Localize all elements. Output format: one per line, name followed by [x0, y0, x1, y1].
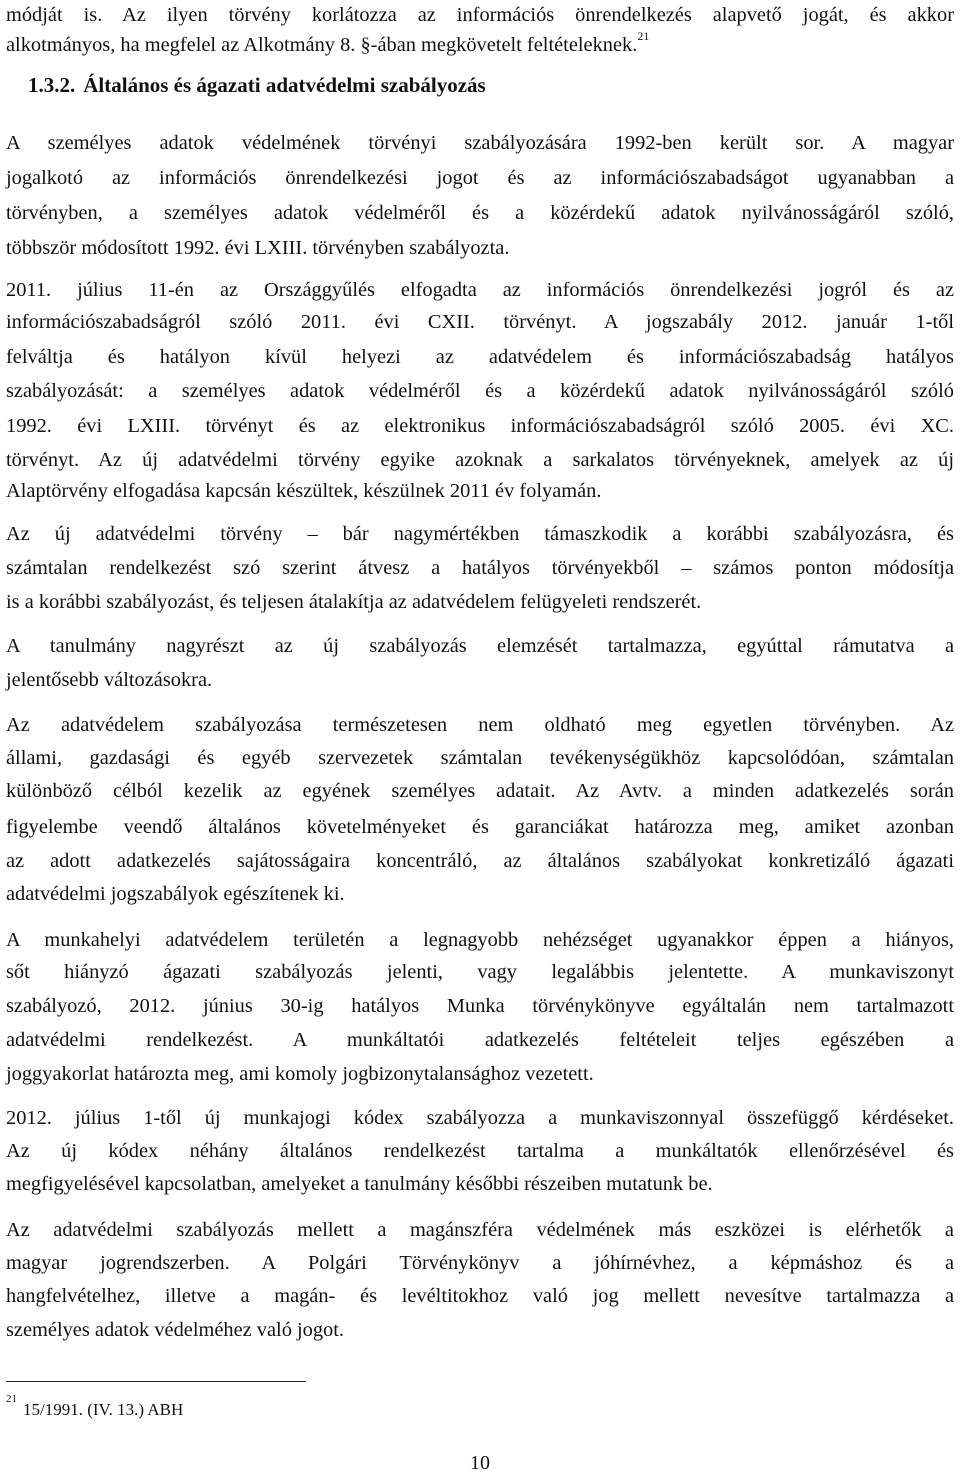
paragraph-line: 1992. évi LXIII. törvényt és az elektronikus információszabadságról szóló 2005. évi XC.	[6, 415, 954, 437]
paragraph-line: Az adatvédelem szabályozása természetesen nem oldható meg egyetlen törvényben. Az	[6, 714, 954, 736]
footnote-reference[interactable]: 21	[637, 29, 650, 44]
paragraph-line: törvényben, a személyes adatok védelméről és a közérdekű adatok nyilvánosságáról szóló,	[6, 202, 954, 224]
paragraph-line: adatvédelmi jogszabályok egészítenek ki.	[6, 883, 345, 905]
intro-line-with-footnote	[6, 30, 954, 60]
paragraph-line: A munkahelyi adatvédelem területén a legnagyobb nehézséget ugyanakkor éppen a hiányos,	[6, 929, 954, 951]
paragraph-line: Alaptörvény elfogadása kapcsán készültek, készülnek 2011 év folyamán.	[6, 480, 602, 502]
paragraph-line: az adott adatkezelés sajátosságaira koncentráló, az általános szabályokat konkretizáló ágazati	[6, 850, 954, 872]
section-title: Általános és ágazati adatvédelmi szabályozás	[83, 73, 486, 97]
paragraph-line: magyar jogrendszerben. A Polgári Törvénykönyv a jóhírnévhez, a képmáshoz és a	[6, 1252, 954, 1274]
paragraph-line: sőt hiányzó ágazati szabályozás jelenti, vagy legalábbis jelentette. A munkaviszonyt	[6, 961, 954, 983]
paragraph-line: Az új adatvédelmi törvény – bár nagymértékben támaszkodik a korábbi szabályozásra, és	[6, 523, 954, 545]
paragraph-line: 2011. július 11-én az Országgyűlés elfogadta az információs önrendelkezési jogról és az	[6, 279, 954, 301]
footnote	[6, 1393, 184, 1423]
paragraph-line: jogalkotó az információs önrendelkezési jogot és az információszabadságot ugyanabban a	[6, 167, 954, 189]
paragraph-line: különböző célból kezelik az egyének személyes adatait. Az Avtv. a minden adatkezelés során	[6, 780, 954, 802]
paragraph-line: jelentősebb változásokra.	[6, 669, 213, 691]
paragraph-line: A tanulmány nagyrészt az új szabályozás elemzését tartalmazza, egyúttal rámutatva a	[6, 635, 954, 657]
paragraph-line: szabályozását: a személyes adatok védelméről és a közérdekű adatok nyilvánosságáról szóló	[6, 380, 954, 402]
footnote-text: 15/1991. (IV. 13.) ABH	[23, 1400, 184, 1419]
paragraph-line: Az új kódex néhány általános rendelkezést tartalma a munkáltatók ellenőrzésével és	[6, 1140, 954, 1162]
footnote-number: 21	[6, 1393, 17, 1406]
section-number: 1.3.2.	[28, 73, 76, 97]
paragraph-line: szabályozó, 2012. június 30-ig hatályos Munka törvénykönyve egyáltalán nem tartalmazott	[6, 995, 954, 1017]
paragraph-line: információszabadságról szóló 2011. évi CXII. törvényt. A jogszabály 2012. január 1-től	[6, 311, 954, 333]
paragraph-line: megfigyelésével kapcsolatban, amelyeket a tanulmány későbbi részeiben mutatunk be.	[6, 1173, 713, 1195]
paragraph-line: A személyes adatok védelmének törvényi szabályozására 1992-ben került sor. A magyar	[6, 132, 954, 154]
paragraph-line: állami, gazdasági és egyéb szervezetek számtalan tevékenységükhöz kapcsolódóan, számtalan	[6, 747, 954, 769]
paragraph-line: személyes adatok védelméhez való jogot.	[6, 1319, 345, 1341]
paragraph-line: joggyakorlat határozta meg, ami komoly jogbizonytalansághoz vezetett.	[6, 1063, 594, 1085]
paragraph-line: számtalan rendelkezést szó szerint átvesz a hatályos törvényekből – számos ponton módosítja	[6, 557, 954, 579]
intro-line: módját is. Az ilyen törvény korlátozza az információs önrendelkezés alapvető jogát, és akkor	[6, 4, 954, 26]
paragraph-line: törvényt. Az új adatvédelmi törvény egyike azoknak a sarkalatos törvényeknek, amelyek az új	[6, 449, 954, 471]
paragraph-line: is a korábbi szabályozást, és teljesen átalakítja az adatvédelem felügyeleti rendszerét.	[6, 591, 702, 613]
paragraph-line: figyelembe veendő általános követelményeket és garanciákat határozza meg, amiket azonban	[6, 816, 954, 838]
footnote-separator	[6, 1381, 306, 1382]
paragraph-line: Az adatvédelmi szabályozás mellett a magánszféra védelmének más eszközei is elérhetők a	[6, 1219, 954, 1241]
intro-line-text: alkotmányos, ha megfelel az Alkotmány 8. §-ában megkövetelt feltételeknek.	[6, 34, 638, 56]
paragraph-line: adatvédelmi rendelkezést. A munkáltatói adatkezelés feltételeit teljes egészében a	[6, 1029, 954, 1051]
paragraph-line: többször módosított 1992. évi LXIII. törvényben szabályozta.	[6, 237, 510, 259]
paragraph-line: hangfelvételhez, illetve a magán- és levéltitokhoz való jog mellett nevesítve tartalmazza a	[6, 1285, 954, 1307]
page-number: 10	[470, 1452, 490, 1474]
paragraph-line: 2012. július 1-től új munkajogi kódex szabályozza a munkaviszonnyal összefüggő kérdéseket.	[6, 1107, 954, 1129]
paragraph-line: felváltja és hatályon kívül helyezi az adatvédelem és információszabadság hatályos	[6, 346, 954, 368]
section-heading	[28, 70, 960, 100]
